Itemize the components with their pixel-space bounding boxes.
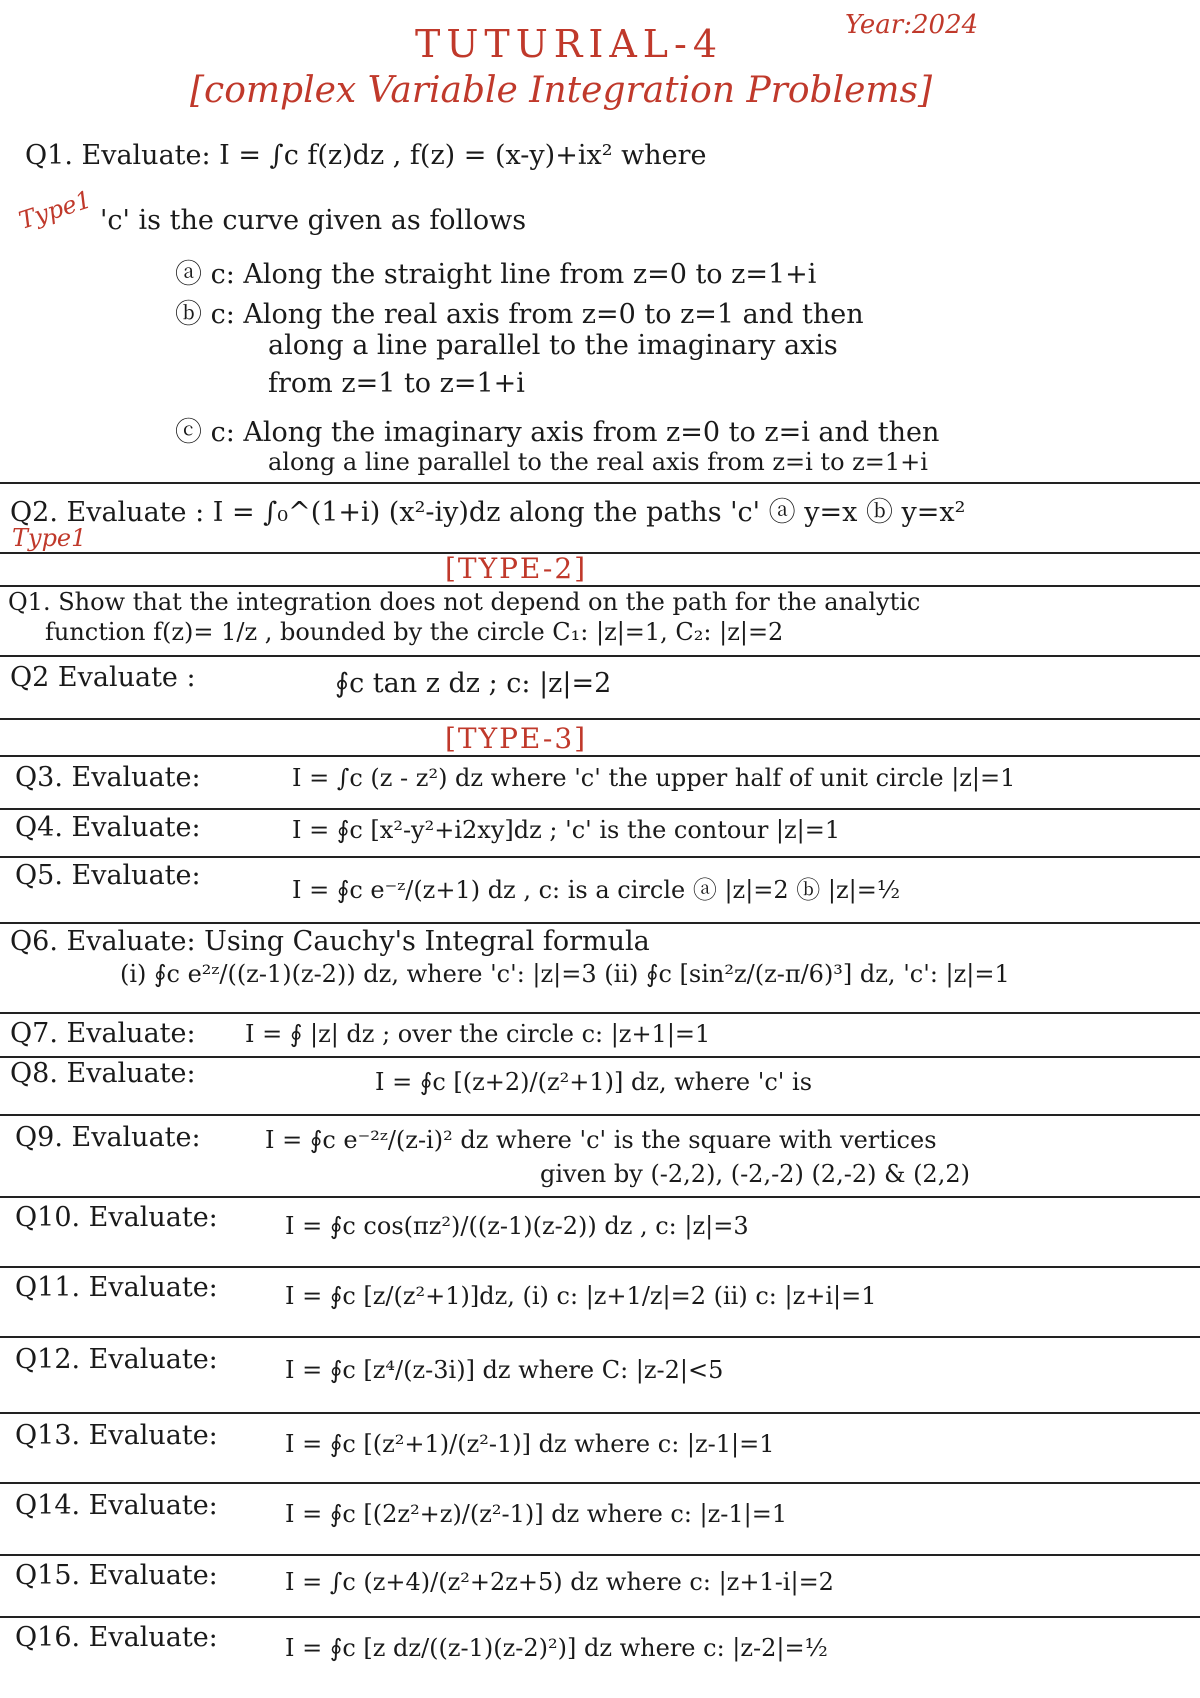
q1-part-b-line1: ⓑ c: Along the real axis from z=0 to z=1 and then — [175, 299, 864, 330]
q16-label: Q16. Evaluate: — [15, 1622, 218, 1653]
t2-q1-line2: function f(z)= 1/z , bounded by the circle C₁: |z|=1, C₂: |z|=2 — [45, 618, 784, 646]
page-subtitle: [complex Variable Integration Problems] — [190, 70, 933, 111]
q11-expr: I = ∮c [z/(z²+1)]dz, (i) c: |z+1/z|=2 (ii) c: |z+i|=1 — [285, 1282, 877, 1310]
divider-line — [0, 718, 1200, 720]
q3-label: Q3. Evaluate: — [15, 762, 201, 793]
q13-label: Q13. Evaluate: — [15, 1420, 218, 1451]
divider-line — [0, 808, 1200, 810]
divider-line — [0, 585, 1200, 587]
q6-line2: (i) ∮c e²ᶻ/((z-1)(z-2)) dz, where 'c': |z|=3 (ii) ∮c [sin²z/(z-π/6)³] dz, 'c': |z|=1 — [120, 960, 1010, 988]
q1-part-c-line2: along a line parallel to the real axis from z=i to z=1+i — [268, 448, 928, 476]
page-title: TUTURIAL-4 — [415, 22, 724, 66]
q7-label: Q7. Evaluate: — [10, 1018, 196, 1049]
q1-part-b-line2: along a line parallel to the imaginary axis — [268, 330, 838, 361]
q8-label: Q8. Evaluate: — [10, 1058, 196, 1089]
q15-expr: I = ∫c (z+4)/(z²+2z+5) dz where c: |z+1-i|=2 — [285, 1568, 834, 1596]
divider-line — [0, 1266, 1200, 1268]
divider-line — [0, 1554, 1200, 1556]
q9-label: Q9. Evaluate: — [15, 1122, 201, 1153]
type2-heading: [TYPE-2] — [445, 552, 588, 585]
q1-line1: Q1. Evaluate: I = ∫c f(z)dz , f(z) = (x-y)+ix² where — [25, 140, 707, 171]
q5-expr: I = ∮c e⁻ᶻ/(z+1) dz , c: is a circle ⓐ |z|=2 ⓑ |z|=½ — [292, 876, 901, 904]
divider-line — [0, 1012, 1200, 1014]
divider-line — [0, 856, 1200, 858]
q4-label: Q4. Evaluate: — [15, 812, 201, 843]
q1-part-c-line1: ⓒ c: Along the imaginary axis from z=0 to z=i and then — [175, 417, 940, 448]
q4-expr: I = ∮c [x²-y²+i2xy]dz ; 'c' is the contour |z|=1 — [292, 816, 841, 844]
q6-line1: Q6. Evaluate: Using Cauchy's Integral formula — [10, 926, 650, 957]
divider-line — [0, 1114, 1200, 1116]
divider-line — [0, 1336, 1200, 1338]
q8-expr: I = ∮c [(z+2)/(z²+1)] dz, where 'c' is — [375, 1068, 813, 1096]
divider-line — [0, 1412, 1200, 1414]
q9-expr: I = ∮c e⁻²ᶻ/(z-i)² dz where 'c' is the square with vertices — [265, 1126, 937, 1154]
q3-expr: I = ∫c (z - z²) dz where 'c' the upper half of unit circle |z|=1 — [292, 764, 1016, 792]
type1-tag-q2: Type1 — [12, 524, 87, 552]
q10-expr: I = ∮c cos(πz²)/((z-1)(z-2)) dz , c: |z|=3 — [285, 1212, 749, 1240]
q9-vertices: given by (-2,2), (-2,-2) (2,-2) & (2,2) — [540, 1160, 970, 1188]
q15-label: Q15. Evaluate: — [15, 1560, 218, 1591]
divider-line — [0, 552, 1200, 554]
q12-label: Q12. Evaluate: — [15, 1344, 218, 1375]
type3-heading: [TYPE-3] — [445, 722, 588, 755]
q7-expr: I = ∮ |z| dz ; over the circle c: |z+1|=1 — [245, 1020, 711, 1048]
q14-label: Q14. Evaluate: — [15, 1490, 218, 1521]
divider-line — [0, 922, 1200, 924]
q13-expr: I = ∮c [(z²+1)/(z²-1)] dz where c: |z-1|=1 — [285, 1430, 775, 1458]
q14-expr: I = ∮c [(2z²+z)/(z²-1)] dz where c: |z-1|=1 — [285, 1500, 788, 1528]
t2-q1-line1: Q1. Show that the integration does not depend on the path for the analytic — [8, 588, 921, 616]
divider-line — [0, 1616, 1200, 1618]
divider-line — [0, 1196, 1200, 1198]
t2-q2-label: Q2 Evaluate : — [10, 662, 196, 693]
q16-expr: I = ∮c [z dz/((z-1)(z-2)²)] dz where c: |z-2|=½ — [285, 1634, 828, 1662]
divider-line — [0, 655, 1200, 657]
q1-part-b-line3: from z=1 to z=1+i — [268, 368, 525, 399]
t2-q2-expr: ∮c tan z dz ; c: |z|=2 — [335, 668, 612, 699]
divider-line — [0, 755, 1200, 757]
divider-line — [0, 1482, 1200, 1484]
q1-line2: 'c' is the curve given as follows — [100, 205, 527, 236]
divider-line — [0, 482, 1200, 484]
q10-label: Q10. Evaluate: — [15, 1202, 218, 1233]
type1-tag: Type1 — [15, 185, 95, 235]
q5-label: Q5. Evaluate: — [15, 860, 201, 891]
q11-label: Q11. Evaluate: — [15, 1272, 218, 1303]
q1-part-a: ⓐ c: Along the straight line from z=0 to z=1+i — [175, 259, 817, 290]
year-label: Year:2024 — [845, 10, 979, 40]
q12-expr: I = ∮c [z⁴/(z-3i)] dz where C: |z-2|<5 — [285, 1356, 724, 1384]
q2-type1: Q2. Evaluate : I = ∫₀^(1+i) (x²-iy)dz along the paths 'c' ⓐ y=x ⓑ y=x² — [10, 497, 966, 528]
